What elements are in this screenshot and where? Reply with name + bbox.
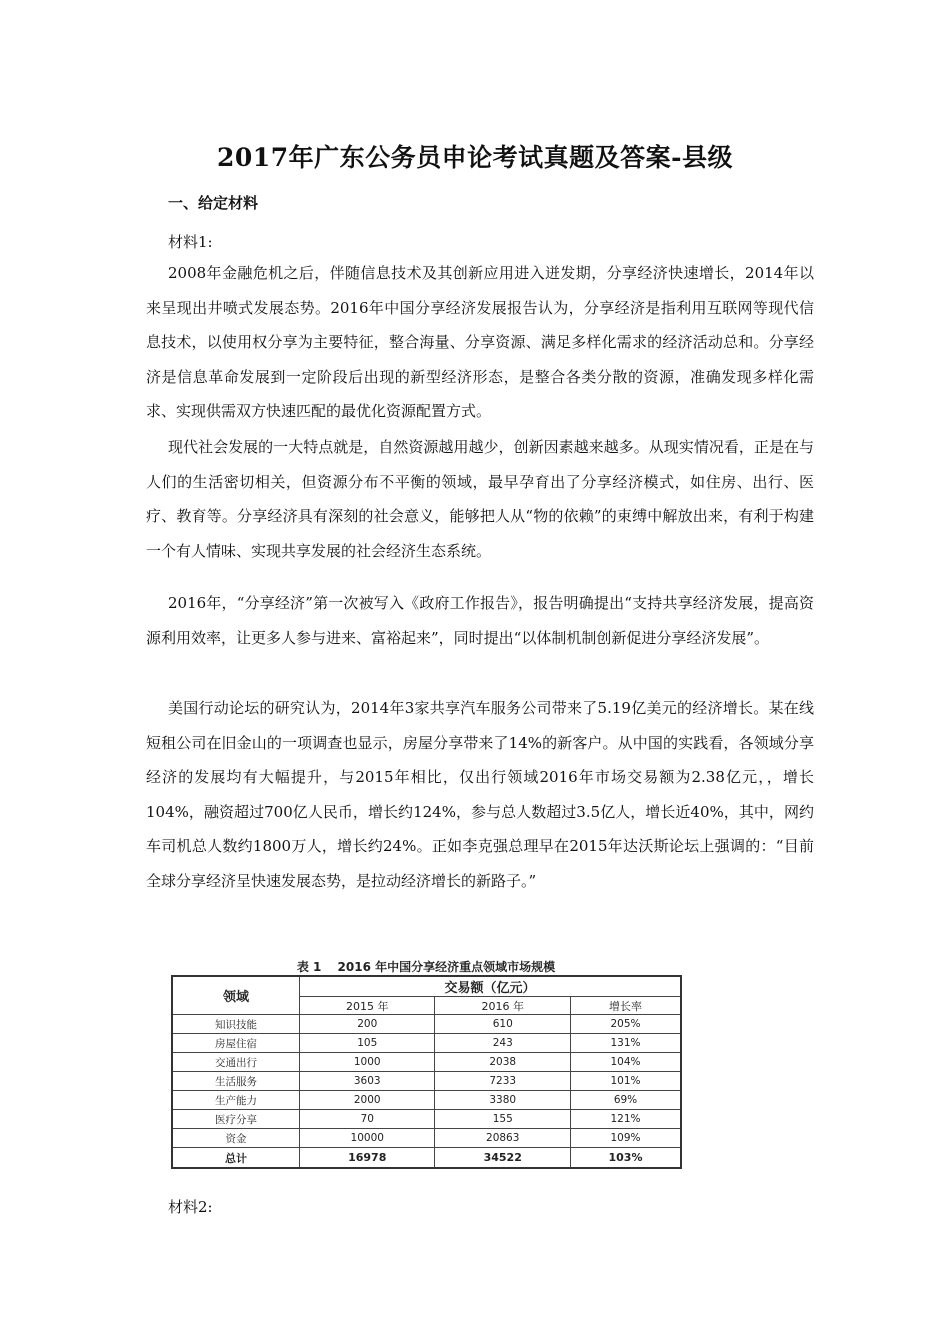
table-cell: 243 — [435, 1034, 570, 1053]
table-cell: 155 — [435, 1110, 570, 1129]
material-2-label: 材料2: — [168, 1198, 213, 1216]
table-cell: 105 — [300, 1034, 435, 1053]
paragraph-2: 现代社会发展的一大特点就是，自然资源越用越少，创新因素越来越多。从现实情况看，正是在与人们的生活密切相关，但资源分布不平衡的领域，最早孕育出了分享经济模式，如住房、出行、医疗、教育等。分享经济具有深刻的社会意义，能够把人从“物的依赖”的束缚中解放出来，有利于构建一个有人情味、实现共享发展的社会经济生态系统。 — [146, 438, 814, 560]
table-header-growth: 增长率 — [570, 997, 681, 1015]
table-cell: 7233 — [435, 1072, 570, 1091]
table-row — [172, 1129, 681, 1148]
table-row — [172, 1072, 681, 1091]
table-row — [172, 1015, 681, 1034]
table-cell: 610 — [435, 1015, 570, 1034]
table-cell: 资金 — [172, 1129, 300, 1148]
table-cell: 131% — [570, 1034, 681, 1053]
market-size-table — [171, 975, 682, 1169]
table-cell: 205% — [570, 1015, 681, 1034]
table-cell: 生活服务 — [172, 1072, 300, 1091]
table-cell: 交通出行 — [172, 1053, 300, 1072]
table-header-2016: 2016 年 — [435, 997, 570, 1015]
table-cell: 房屋住宿 — [172, 1034, 300, 1053]
table-row — [172, 1110, 681, 1129]
table-header-domain: 领域 — [172, 976, 300, 1015]
section-heading: 一、给定材料 — [168, 194, 259, 212]
table-header-2015: 2015 年 — [300, 997, 435, 1015]
table-row — [172, 1091, 681, 1110]
table-cell: 104% — [570, 1053, 681, 1072]
table-cell: 总计 — [172, 1148, 300, 1169]
paragraph-1: 2008年金融危机之后，伴随信息技术及其创新应用进入迸发期，分享经济快速增长，2014年以来呈现出井喷式发展态势。2016年中国分享经济发展报告认为，分享经济是指利用互联网等现代信息技术，以使用权分享为主要特征，整合海量、分享资源、满足多样化需求的经济活动总和。分享经济是信息革命发展到一定阶段后出现的新型经济形态，是整合各类分散的资源，准确发现多样化需求、实现供需双方快速匹配的最优化资源配置方式。 — [146, 264, 814, 421]
table-cell: 2038 — [435, 1053, 570, 1072]
table-cell: 200 — [300, 1015, 435, 1034]
table-cell: 知识技能 — [172, 1015, 300, 1034]
table-cell: 109% — [570, 1129, 681, 1148]
table-cell: 101% — [570, 1072, 681, 1091]
document-title: 2017年广东公务员申论考试真题及答案-县级 — [217, 143, 733, 172]
material-1-label: 材料1: — [168, 233, 213, 251]
table-header-transaction: 交易额（亿元） — [300, 976, 682, 997]
table-cell: 70 — [300, 1110, 435, 1129]
table-cell: 2000 — [300, 1091, 435, 1110]
table-cell: 3380 — [435, 1091, 570, 1110]
table-cell: 34522 — [435, 1148, 570, 1169]
paragraph-3: 2016年，“分享经济”第一次被写入《政府工作报告》，报告明确提出“支持共享经济发展，提高资源利用效率，让更多人参与进来、富裕起来”，同时提出“以体制机制创新促进分享经济发展”。 — [146, 594, 814, 647]
table-cell: 103% — [570, 1148, 681, 1169]
table-cell: 10000 — [300, 1129, 435, 1148]
table-cell: 生产能力 — [172, 1091, 300, 1110]
table-row — [172, 1053, 681, 1072]
table-caption: 表 1 2016 年中国分享经济重点领域市场规模 — [296, 960, 556, 974]
table-cell: 16978 — [300, 1148, 435, 1169]
paragraph-4: 美国行动论坛的研究认为，2014年3家共享汽车服务公司带来了5.19亿美元的经济增长。某在线短租公司在旧金山的一项调查也显示，房屋分享带来了14%的新客户。从中国的实践看，各领域分享经济的发展均有大幅提升，与2015年相比，仅出行领域2016年市场交易额为2.38亿元，，增长104%，融资超过700亿人民币，增长约124%，参与总人数超过3.5亿人，增长近40%，其中，网约车司机总人数约1800万人，增长约24%。正如李克强总理早在2015年达沃斯论坛上强调的：“目前全球分享经济呈快速发展态势，是拉动经济增长的新路子。” — [146, 699, 814, 890]
table-total-row — [172, 1148, 681, 1169]
table-cell: 医疗分享 — [172, 1110, 300, 1129]
table-cell: 69% — [570, 1091, 681, 1110]
table-cell: 121% — [570, 1110, 681, 1129]
table-cell: 1000 — [300, 1053, 435, 1072]
table-cell: 3603 — [300, 1072, 435, 1091]
table-cell: 20863 — [435, 1129, 570, 1148]
table-row — [172, 1034, 681, 1053]
